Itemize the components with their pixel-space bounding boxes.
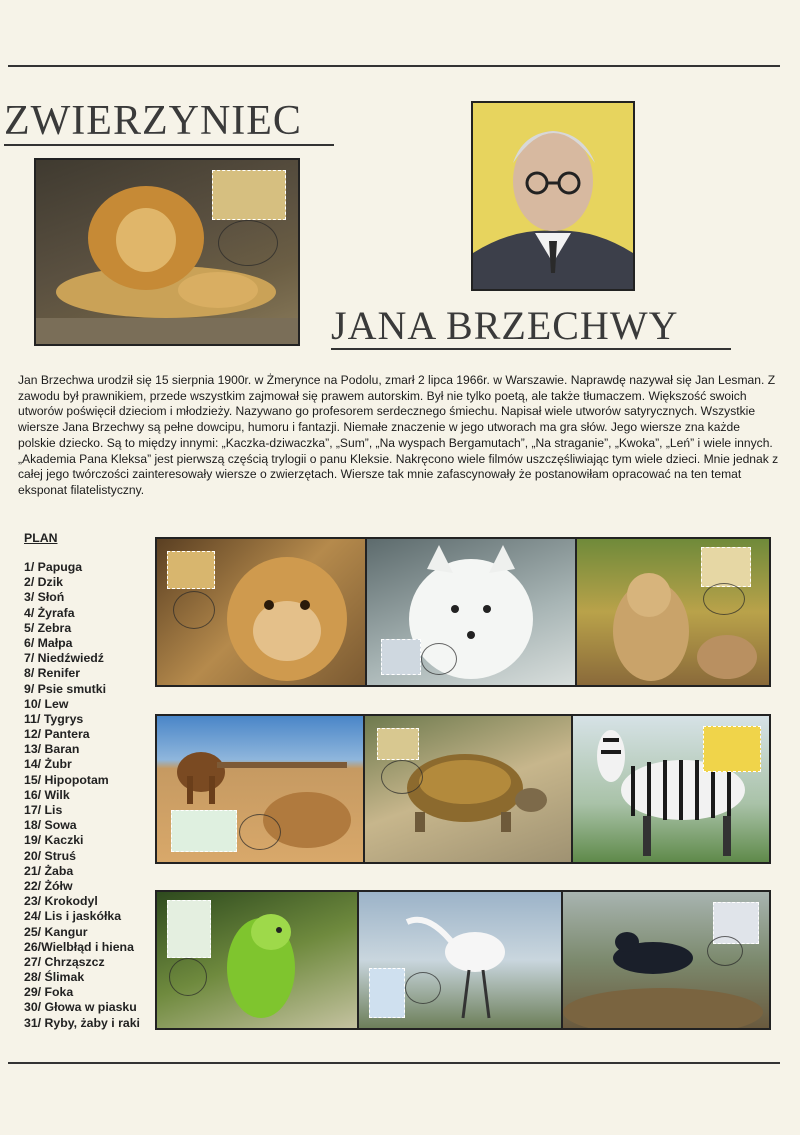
lynx-maxicard	[577, 539, 769, 685]
leopard-maxicard	[157, 539, 367, 685]
raven-postmark	[707, 936, 743, 966]
camel-stamp	[171, 810, 237, 852]
page-title-bottom: JANA BRZECHWY	[331, 306, 731, 350]
plan-item: 18/ Sowa	[24, 818, 77, 833]
camel-maxicard	[157, 716, 365, 862]
author-portrait	[471, 101, 635, 291]
maxicard-strip-3	[155, 890, 771, 1030]
egret-stamp	[369, 968, 405, 1018]
lion-postmark	[218, 220, 278, 266]
top-rule	[8, 65, 780, 67]
plan-item: 23/ Krokodyl	[24, 894, 98, 909]
plan-item: 16/ Wilk	[24, 787, 70, 802]
plan-item: 15/ Hipopotam	[24, 772, 109, 787]
lion-stamp	[212, 170, 286, 220]
lion-maxicard-image	[34, 158, 300, 346]
tortoise-postmark	[381, 760, 423, 794]
zebra-stamp	[703, 726, 761, 772]
plan-item: 12/ Pantera	[24, 727, 90, 742]
plan-item: 17/ Lis	[24, 803, 63, 817]
egret-postmark	[405, 972, 441, 1004]
plan-item: 11/ Tygrys	[24, 711, 84, 726]
plan-item: 24/ Lis i jaskółka	[24, 909, 122, 924]
leopard-stamp	[167, 551, 215, 589]
egret-maxicard	[359, 892, 563, 1028]
parrot-stamp	[167, 900, 211, 958]
lynx-postmark	[703, 583, 745, 615]
page-title-top: ZWIERZYNIEC	[4, 100, 334, 146]
plan-heading: PLAN	[24, 531, 58, 545]
camel-postmark	[239, 814, 281, 850]
plan-item: 26/Wielbłąd i hiena	[24, 939, 134, 954]
bottom-rule	[8, 1062, 780, 1064]
parrot-postmark	[169, 958, 207, 996]
tortoise-maxicard	[365, 716, 573, 862]
plan-item: 25/ Kangur	[24, 924, 88, 939]
plan-item: 2/ Dzik	[24, 575, 63, 590]
plan-item: 30/ Głowa w piasku	[24, 1000, 137, 1015]
maxicard-strip-2	[155, 714, 771, 864]
lynx-stamp	[701, 547, 751, 587]
plan-item: 10/ Lew	[24, 696, 69, 711]
leopard-postmark	[173, 591, 215, 629]
plan-item: 14/ Żubr	[24, 757, 72, 772]
raven-maxicard	[563, 892, 769, 1028]
arctic-fox-maxicard	[367, 539, 577, 685]
tortoise-stamp	[377, 728, 419, 760]
plan-item: 5/ Zebra	[24, 620, 72, 635]
plan-item: 28/ Ślimak	[24, 970, 85, 985]
plan-item: 20/ Struś	[24, 848, 76, 863]
fox-stamp	[381, 639, 421, 675]
plan-list	[24, 531, 164, 1031]
zebra-maxicard	[573, 716, 769, 862]
plan-item: 8/ Renifer	[24, 666, 81, 681]
biography-text: Jan Brzechwa urodził się 15 sierpnia 1900r. w Żmerynce na Podolu, zmarł 2 lipca 1966r. w Warszawie. Naprawdę nazywał się Jan Lesman. Z zawodu był prawnikiem, przede wszystkim zajmował się prawem autorskim. Był nie tylko poetą, ale także tłumaczem. Większość swoich utworów poświęcił dzieciom i młodzieży. Nazywano go profesorem serdecznego śmiechu. Napisał wiele utworów satyrycznych. Wszystkie wiersze Jana Brzechwy są pełne dowcipu, humoru i fantazji. Niemałe znaczenie w jego utworach ma gra słów. Jego wiersze zna każde polskie dziecko. Są to między innymi: „Kaczka-dziwaczka”, „Sum”, „Na wyspach Bergamutach”, „Na straganie”, „Kwoka”, „Leń” i wiele innych. „Akademia Pana Kleksa” jest pierwszą częścią trylogii o panu Kleksie. Nakręcono wiele filmów uszczęśliwiając tym wiele dzieci. Mnie jednak z całej jego twórczości zainteresowały wiersze o zwierzętach. Wiersze tak mnie zafascynowały że postanowiłam opracować na ten temat eksponat filatelistyczny.	[18, 373, 779, 497]
plan-item: 22/ Żółw	[24, 878, 73, 893]
plan-item: 6/ Małpa	[24, 635, 73, 650]
plan-item: 3/ Słoń	[24, 590, 65, 605]
plan-item: 4/ Żyrafa	[24, 605, 75, 620]
maxicard-strip-1	[155, 537, 771, 687]
plan-item: 31/ Ryby, żaby i raki	[24, 1015, 140, 1030]
plan-item: 13/ Baran	[24, 742, 80, 757]
plan-item: 29/ Foka	[24, 985, 74, 1000]
plan-item: 9/ Psie smutki	[24, 681, 107, 696]
parrot-maxicard	[157, 892, 359, 1028]
plan-item: 7/ Niedźwiedź	[24, 651, 104, 666]
plan-item: 27/ Chrząszcz	[24, 954, 105, 969]
fox-postmark	[421, 643, 457, 675]
plan-item: 1/ Papuga	[24, 560, 83, 574]
plan-item: 19/ Kaczki	[24, 833, 84, 848]
plan-item: 21/ Żaba	[24, 863, 74, 878]
